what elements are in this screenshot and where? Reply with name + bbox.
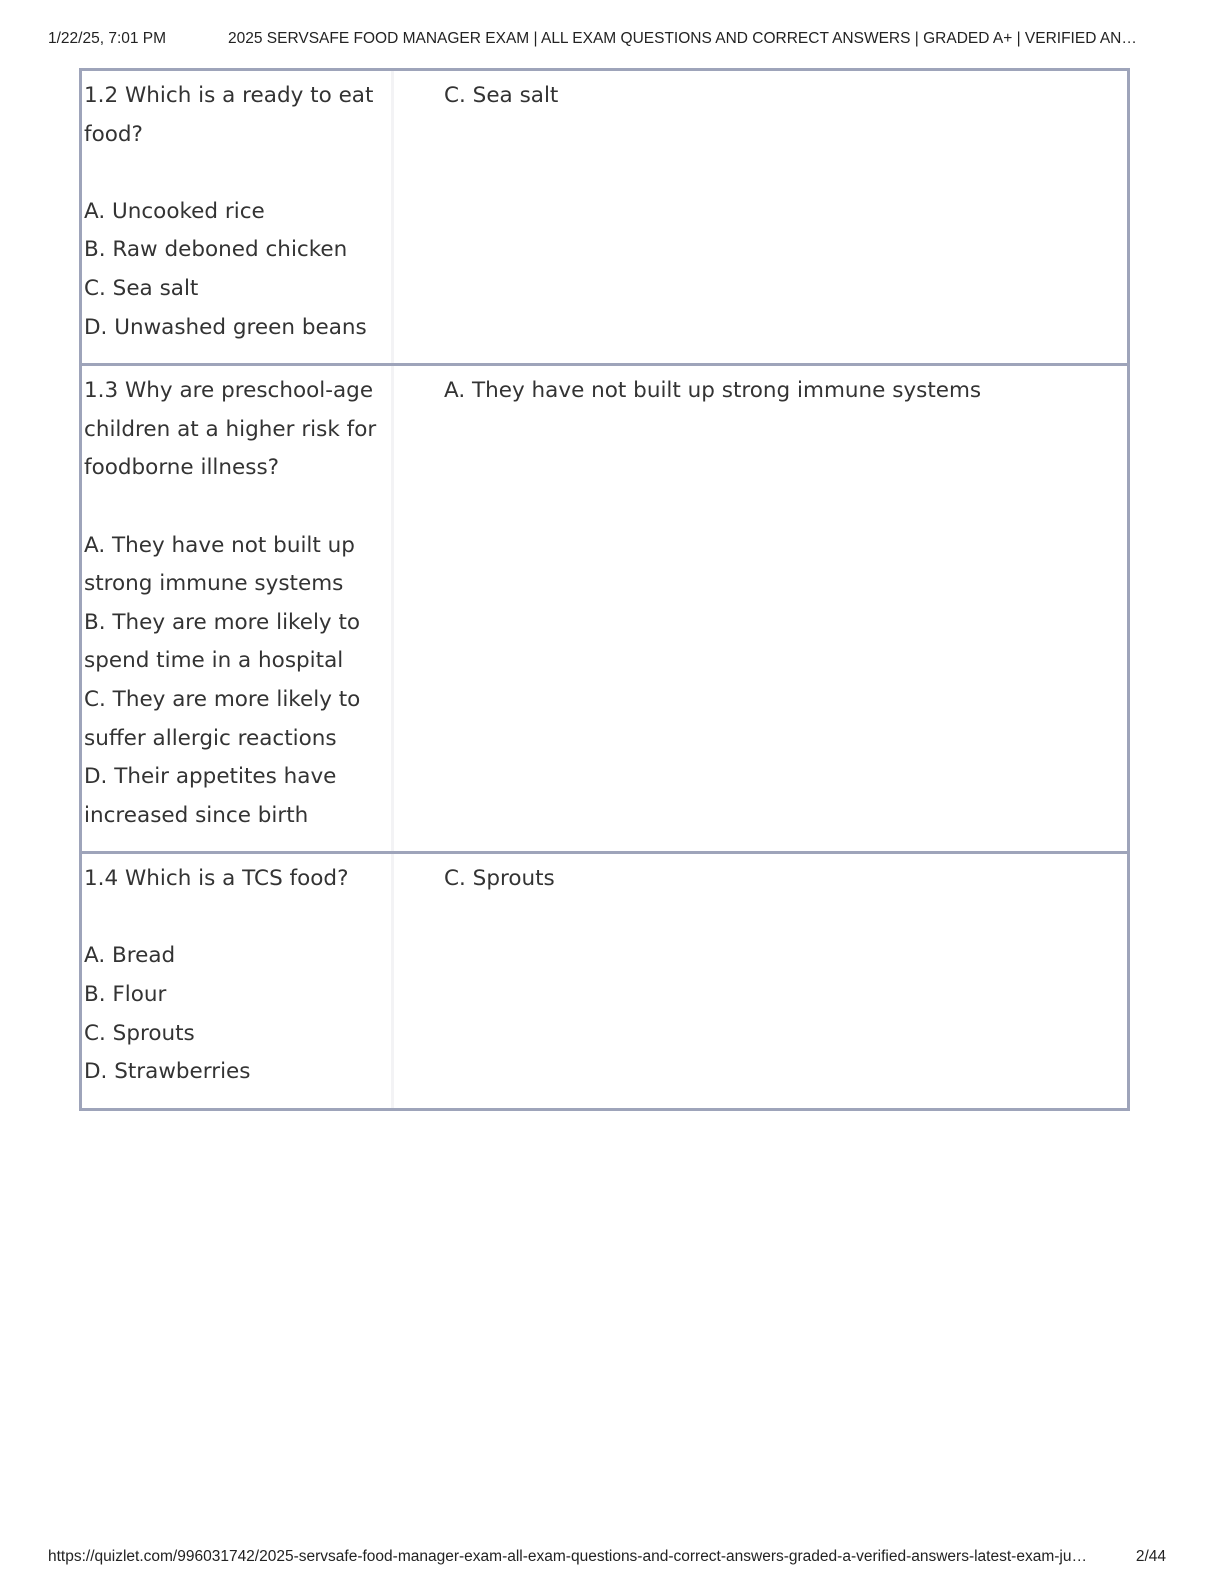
flashcard-row <box>82 854 1127 1108</box>
card-definition: C. Sea salt <box>444 83 559 108</box>
card-term: 1.4 Which is a TCS food? A. Bread B. Flour C. Sprouts D. Strawberries <box>82 854 394 1108</box>
print-header <box>48 30 1178 50</box>
page-url: https://quizlet.com/996031742/2025-servsafe-food-manager-exam-all-exam-questions-and-correct-answers-graded-a-verified-answers-latest-exam-ju… <box>48 1548 1087 1565</box>
page-number: 2/44 <box>1135 1548 1166 1565</box>
card-definition: C. Sprouts <box>444 866 555 892</box>
print-datetime: 1/22/25, 7:01 PM <box>48 30 167 47</box>
card-term: 1.3 Why are preschool-age children at a higher risk for foodborne illness? A. They have not built up strong immune systems B. They are more likely to spend time in a hospital C. They are more likely to suffer allergic reactions D. Their appetites have increased since birth <box>82 366 394 851</box>
card-term: 1.2 Which is a ready to eat food? A. Uncooked rice B. Raw deboned chicken C. Sea salt D. Unwashed green beans <box>82 71 394 363</box>
flashcard-table <box>79 68 1130 1111</box>
document-title: 2025 SERVSAFE FOOD MANAGER EXAM | ALL EXAM QUESTIONS AND CORRECT ANSWERS | GRADED A+ | VERIFIED AN… <box>228 30 1137 47</box>
flashcard-row <box>82 71 1127 366</box>
card-definition: A. They have not built up strong immune systems <box>444 378 982 404</box>
print-footer <box>48 1548 1178 1568</box>
flashcard-row <box>82 366 1127 854</box>
